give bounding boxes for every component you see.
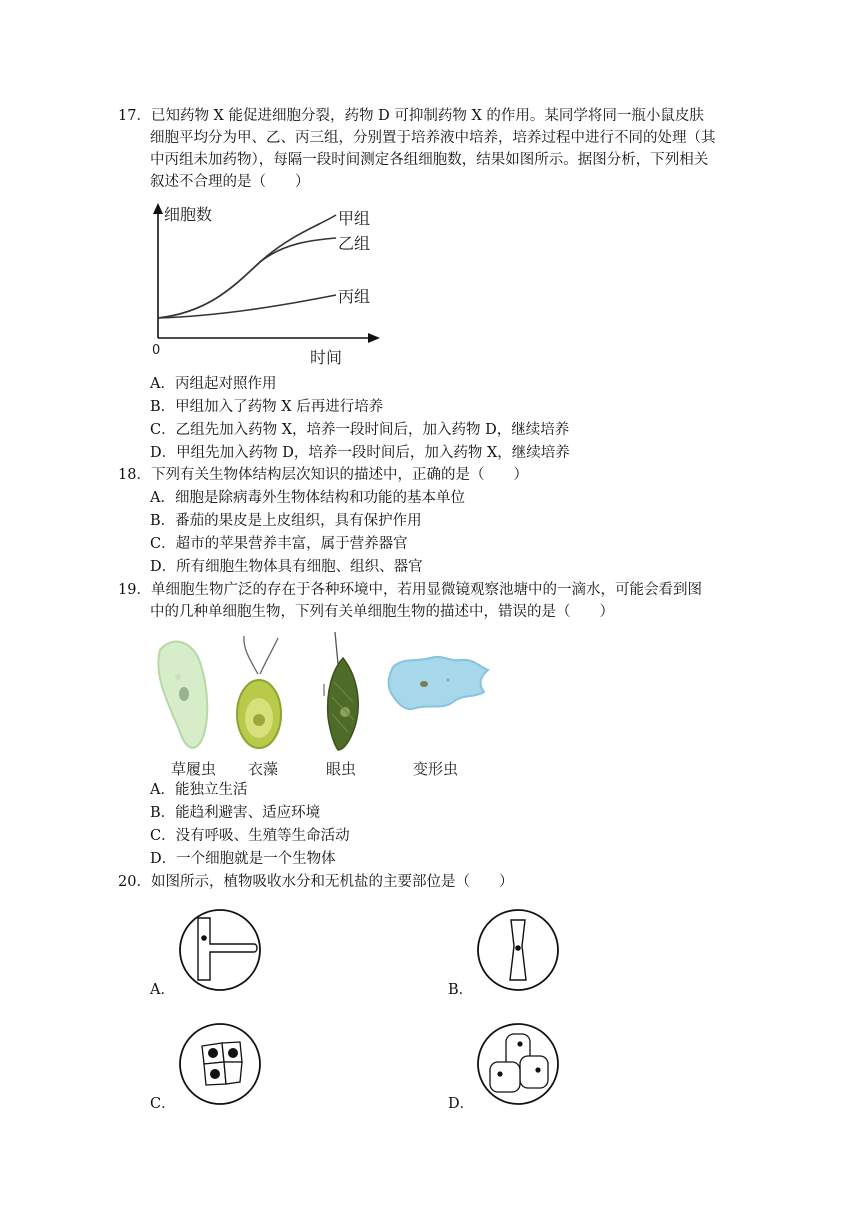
organism-label-amoeba: 变形虫 bbox=[413, 760, 459, 778]
q17-option-a[interactable]: A．丙组起对照作用 bbox=[150, 376, 277, 392]
q19-option-a[interactable]: A．能独立生活 bbox=[150, 782, 248, 798]
q18-stem: 18．下列有关生物体结构层次知识的描述中，正确的是（ ） bbox=[118, 467, 528, 483]
organism-label-euglena: 眼虫 bbox=[326, 760, 357, 778]
legend-jia: 甲组 bbox=[338, 209, 371, 228]
q19-stem-line-2: 中的几种单细胞生物，下列有关单细胞生物的描述中，错误的是（ ） bbox=[150, 604, 614, 620]
q19-option-c[interactable]: C．没有呼吸、生殖等生命活动 bbox=[150, 828, 350, 844]
q17-option-d[interactable]: D．甲组先加入药物 D，培养一段时间后，加入药物 X，继续培养 bbox=[150, 445, 570, 461]
q19-option-b[interactable]: B．能趋利避害、适应环境 bbox=[150, 805, 321, 821]
q18-option-c[interactable]: C．超市的苹果营养丰富，属于营养器官 bbox=[150, 536, 408, 552]
large-vacuole-cells-diagram[interactable] bbox=[476, 1022, 560, 1106]
legend-yi: 乙组 bbox=[338, 234, 371, 253]
series-bing-curve bbox=[158, 295, 336, 318]
q20-stem: 20．如图所示，植物吸收水分和无机盐的主要部位是（ ） bbox=[118, 874, 514, 890]
chart-axes bbox=[158, 210, 372, 338]
chart-origin: 0 bbox=[152, 343, 161, 358]
legend-bing: 丙组 bbox=[338, 287, 371, 306]
elongated-cell-diagram[interactable] bbox=[476, 908, 560, 992]
q18-option-a[interactable]: A．细胞是除病毒外生物体结构和功能的基本单位 bbox=[150, 490, 465, 506]
y-axis-arrow bbox=[153, 203, 163, 214]
organism-label-paramecium: 草履虫 bbox=[171, 760, 217, 778]
q19-option-d[interactable]: D．一个细胞就是一个生物体 bbox=[150, 851, 336, 867]
q20-choice-c-label[interactable]: C． bbox=[150, 1096, 176, 1112]
amoeba-illustration bbox=[388, 657, 488, 709]
chart-xlabel: 时间 bbox=[310, 348, 343, 367]
x-axis-arrow bbox=[368, 333, 380, 343]
q19-stem-line-1: 19．单细胞生物广泛的存在于各种环境中，若用显微镜观察池塘中的一滴水，可能会看到图 bbox=[118, 582, 702, 598]
q17-stem-line-4: 叙述不合理的是（ ） bbox=[150, 174, 310, 190]
q17-stem-line-2: 细胞平均分为甲、乙、丙三组，分别置于培养液中培养，培养过程中进行不同的处理（其 bbox=[150, 130, 716, 146]
q17-stem-line-3: 中丙组未加药物），每隔一段时间测定各组细胞数，结果如图所示。据图分析，下列相关 bbox=[150, 152, 709, 168]
paramecium-illustration bbox=[158, 641, 207, 747]
q17-option-b[interactable]: B．甲组加入了药物 X 后再进行培养 bbox=[150, 399, 384, 415]
root-hair-cell-diagram[interactable] bbox=[178, 908, 262, 992]
q20-choice-a-label[interactable]: A． bbox=[150, 982, 175, 998]
organism-label-chlamydomonas: 衣藻 bbox=[248, 760, 279, 778]
euglena-illustration bbox=[324, 632, 358, 750]
series-jia-curve bbox=[158, 215, 336, 318]
q18-option-b[interactable]: B．番茄的果皮是上皮组织，具有保护作用 bbox=[150, 513, 422, 529]
dense-nucleus-cells-diagram[interactable] bbox=[178, 1022, 262, 1106]
chlamydomonas-illustration bbox=[237, 636, 281, 748]
single-cell-organisms-figure bbox=[148, 632, 498, 757]
series-yi-curve bbox=[158, 238, 336, 318]
q17-option-c[interactable]: C．乙组先加入药物 X，培养一段时间后，加入药物 D，继续培养 bbox=[150, 422, 570, 438]
q20-choice-d-label[interactable]: D． bbox=[448, 1096, 475, 1112]
q18-option-d[interactable]: D．所有细胞生物体具有细胞、组织、器官 bbox=[150, 559, 423, 575]
q20-choice-b-label[interactable]: B． bbox=[448, 982, 474, 998]
q17-stem-line-1: 17．已知药物 X 能促进细胞分裂，药物 D 可抑制药物 X 的作用。某同学将同一瓶小鼠皮肤 bbox=[118, 108, 704, 124]
chart-ylabel: 细胞数 bbox=[164, 205, 213, 224]
